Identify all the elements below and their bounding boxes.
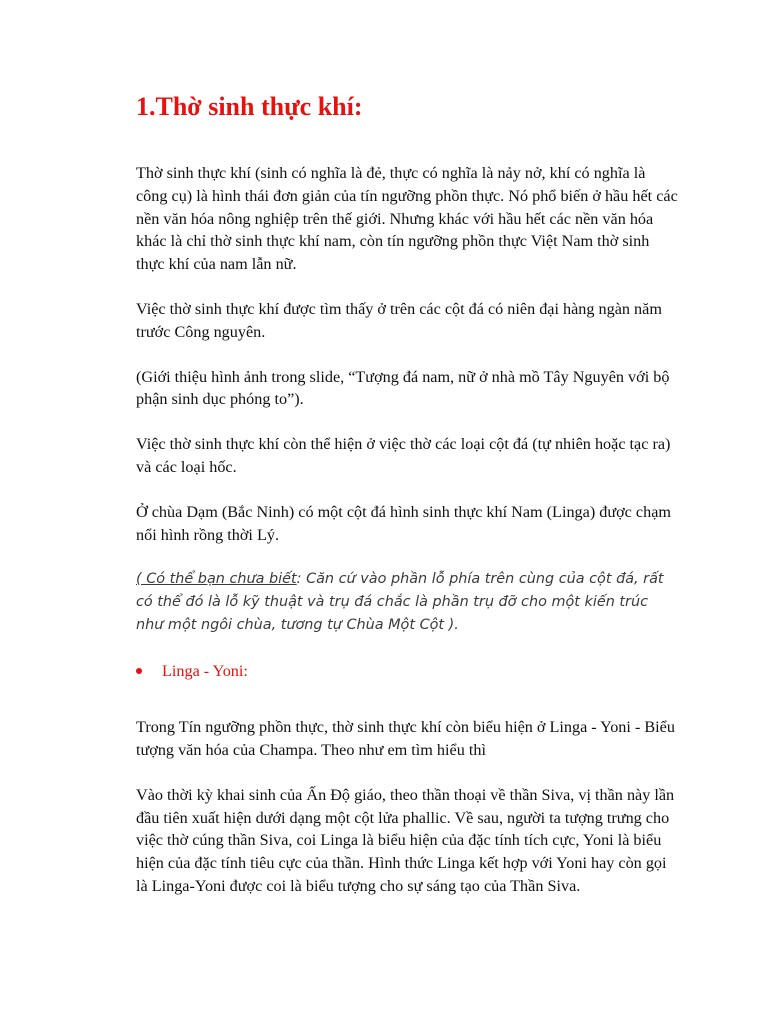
paragraph-dam-pagoda: Ở chùa Dạm (Bắc Ninh) có một cột đá hình sinh thực khí Nam (Linga) được chạm nổi hình rồng thời Lý. bbox=[136, 502, 671, 544]
paragraph-stone-pillars: Việc thờ sinh thực khí được tìm thấy ở trên các cột đá có niên đại hàng ngàn năm trước Công nguyên. bbox=[136, 299, 662, 341]
paragraph-champa: Trong Tín ngưỡng phồn thực, thờ sinh thực khí còn biểu hiện ở Linga - Yoni - Biểu tượng văn hóa của Champa. Theo như em tìm hiểu thì bbox=[136, 718, 675, 759]
did-you-know-note bbox=[136, 568, 676, 636]
paragraph-siva: Vào thời kỳ khai sinh của Ấn Độ giáo, theo thần thoại về thần Siva, vị thần này lần đầu tiên xuất hiện dưới dạng một cột lửa phallic. Về sau, người ta tượng trưng cho việc thờ cúng thần Siva, coi Linga là biểu hiện của đặc tính tích cực, Yoni là biểu hiện của đặc tính tiêu cực của thần. Hình thức Linga kết hợp với Yoni hay còn gọi là Linga-Yoni được coi là biểu tượng cho sự sáng tạo của Thần Siva. bbox=[136, 785, 675, 895]
paragraph-stone-types: Việc thờ sinh thực khí còn thể hiện ở việc thờ các loại cột đá (tự nhiên hoặc tạc ra) và các loại hốc. bbox=[136, 435, 671, 476]
note-body: : Căn cứ vào phần lỗ phía trên cùng của cột đá, rất có thể đó là lỗ kỹ thuật và trụ đá chắc là phần trụ đỡ cho một kiến trúc như một ngôi chùa, tương tự Chùa Một Cột ). bbox=[136, 571, 664, 633]
note-lead: ( Có thể bạn chưa biết bbox=[136, 571, 297, 588]
paragraph-intro: Thờ sinh thực khí (sinh có nghĩa là đẻ, thực có nghĩa là nảy nở, khí có nghĩa là công cụ) là hình thái đơn giản của tín ngưỡng phồn thực. Nó phổ biến ở hầu hết các nền văn hóa nông nghiệp trên thế giới. Nhưng khác với hầu hết các nền văn hóa khác là chỉ thờ sinh thực khí nam, còn tín ngưỡng phồn thực Việt Nam thờ sinh thực khí của nam lẫn nữ. bbox=[136, 164, 678, 274]
bullet-dot-icon bbox=[136, 668, 142, 674]
bullet-item-linga-yoni bbox=[136, 660, 708, 682]
paragraph-slide-intro: (Giới thiệu hình ảnh trong slide, “Tượng đá nam, nữ ở nhà mồ Tây Nguyên với bộ phận sinh dục phóng to”). bbox=[136, 367, 670, 409]
section-heading: 1.Thờ sinh thực khí: bbox=[136, 92, 363, 121]
bullet-list bbox=[136, 660, 708, 682]
bullet-label: Linga - Yoni: bbox=[162, 662, 248, 681]
